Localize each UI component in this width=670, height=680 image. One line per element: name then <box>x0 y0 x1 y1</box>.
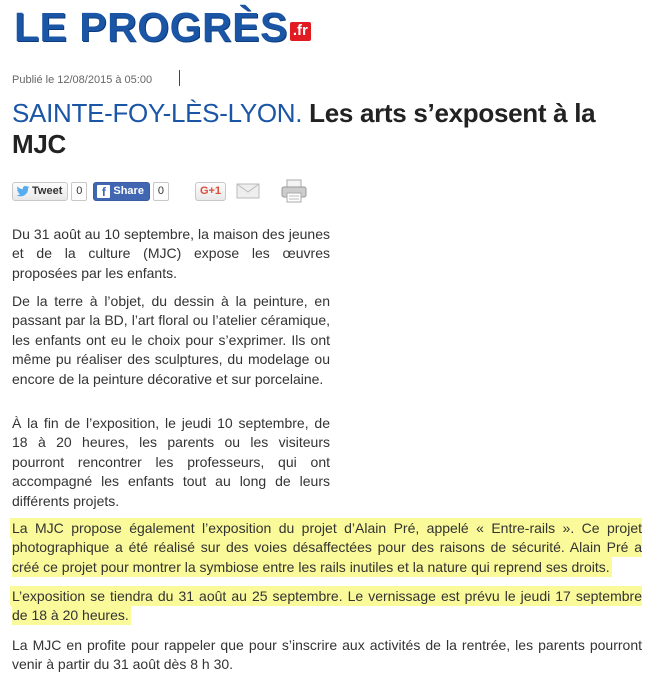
logo-text: LE PROGRÈS <box>14 4 288 50</box>
tweet-label: Tweet <box>32 185 63 197</box>
article-paragraph: À la fin de l’exposition, le jeudi 10 septembre, de 18 à 20 heures, les parents ou les visiteurs pourront rencontrer les professeurs, qui ont accompagné les enfants tout au long de leurs différents projets. <box>12 415 330 509</box>
tweet-button[interactable] <box>12 182 68 201</box>
highlight: L’exposition se tiendra du 31 août au 25 septembre. Le vernissage est prévu le jeudi 17 septembre de 18 à 20 heures. <box>12 588 642 624</box>
headline-kicker: SAINTE-FOY-LÈS-LYON. <box>12 98 303 128</box>
highlight: La MJC propose également l’exposition du projet d’Alain Pré, appelé « Entre-rails ». Ce projet photographique a été réalisé sur des voies désaffectées pour des raisons de sécurité. Alain Pré a créé ce projet pour montrer la symbiose entre les rails inutiles et la nature qui reprend ses droits. <box>12 520 642 575</box>
facebook-share-button[interactable] <box>93 182 150 201</box>
article-paragraph-highlighted <box>12 519 642 577</box>
article-headline <box>12 98 642 160</box>
divider <box>179 70 180 86</box>
facebook-icon: f <box>97 185 110 198</box>
mail-icon[interactable] <box>236 183 260 199</box>
site-logo[interactable] <box>14 4 311 50</box>
twitter-icon <box>16 184 30 198</box>
share-bar <box>12 180 308 202</box>
facebook-share-count: 0 <box>153 182 169 201</box>
logo-badge: .fr <box>290 22 311 41</box>
headline-title: Les arts s’exposent à la MJC <box>12 98 596 159</box>
print-icon[interactable] <box>280 179 308 203</box>
article-paragraph: Du 31 août au 10 septembre, la maison des jeunes et de la culture (MJC) expose les œuvres proposées par les enfants. <box>12 226 330 281</box>
article-paragraph: La MJC en profite pour rappeler que pour s’inscrire aux activités de la rentrée, les parents pourront venir à partir du 31 août dès 8 h 30. <box>12 637 642 673</box>
publication-date: Publié le 12/08/2015 à 05:00 <box>12 74 153 86</box>
article-paragraph-highlighted <box>12 587 642 626</box>
google-plus-button[interactable]: G+1 <box>195 182 226 201</box>
article-paragraph: De la terre à l’objet, du dessin à la peinture, en passant par la BD, l’art floral ou l’atelier céramique, les enfants ont eu le choix pour s’exprimer. Ils ont même pu réaliser des sculptures, du modelage ou encore de la peinture décorative et sur porcelaine. <box>12 293 330 387</box>
tweet-count: 0 <box>71 182 87 201</box>
facebook-share-label: Share <box>113 185 144 197</box>
